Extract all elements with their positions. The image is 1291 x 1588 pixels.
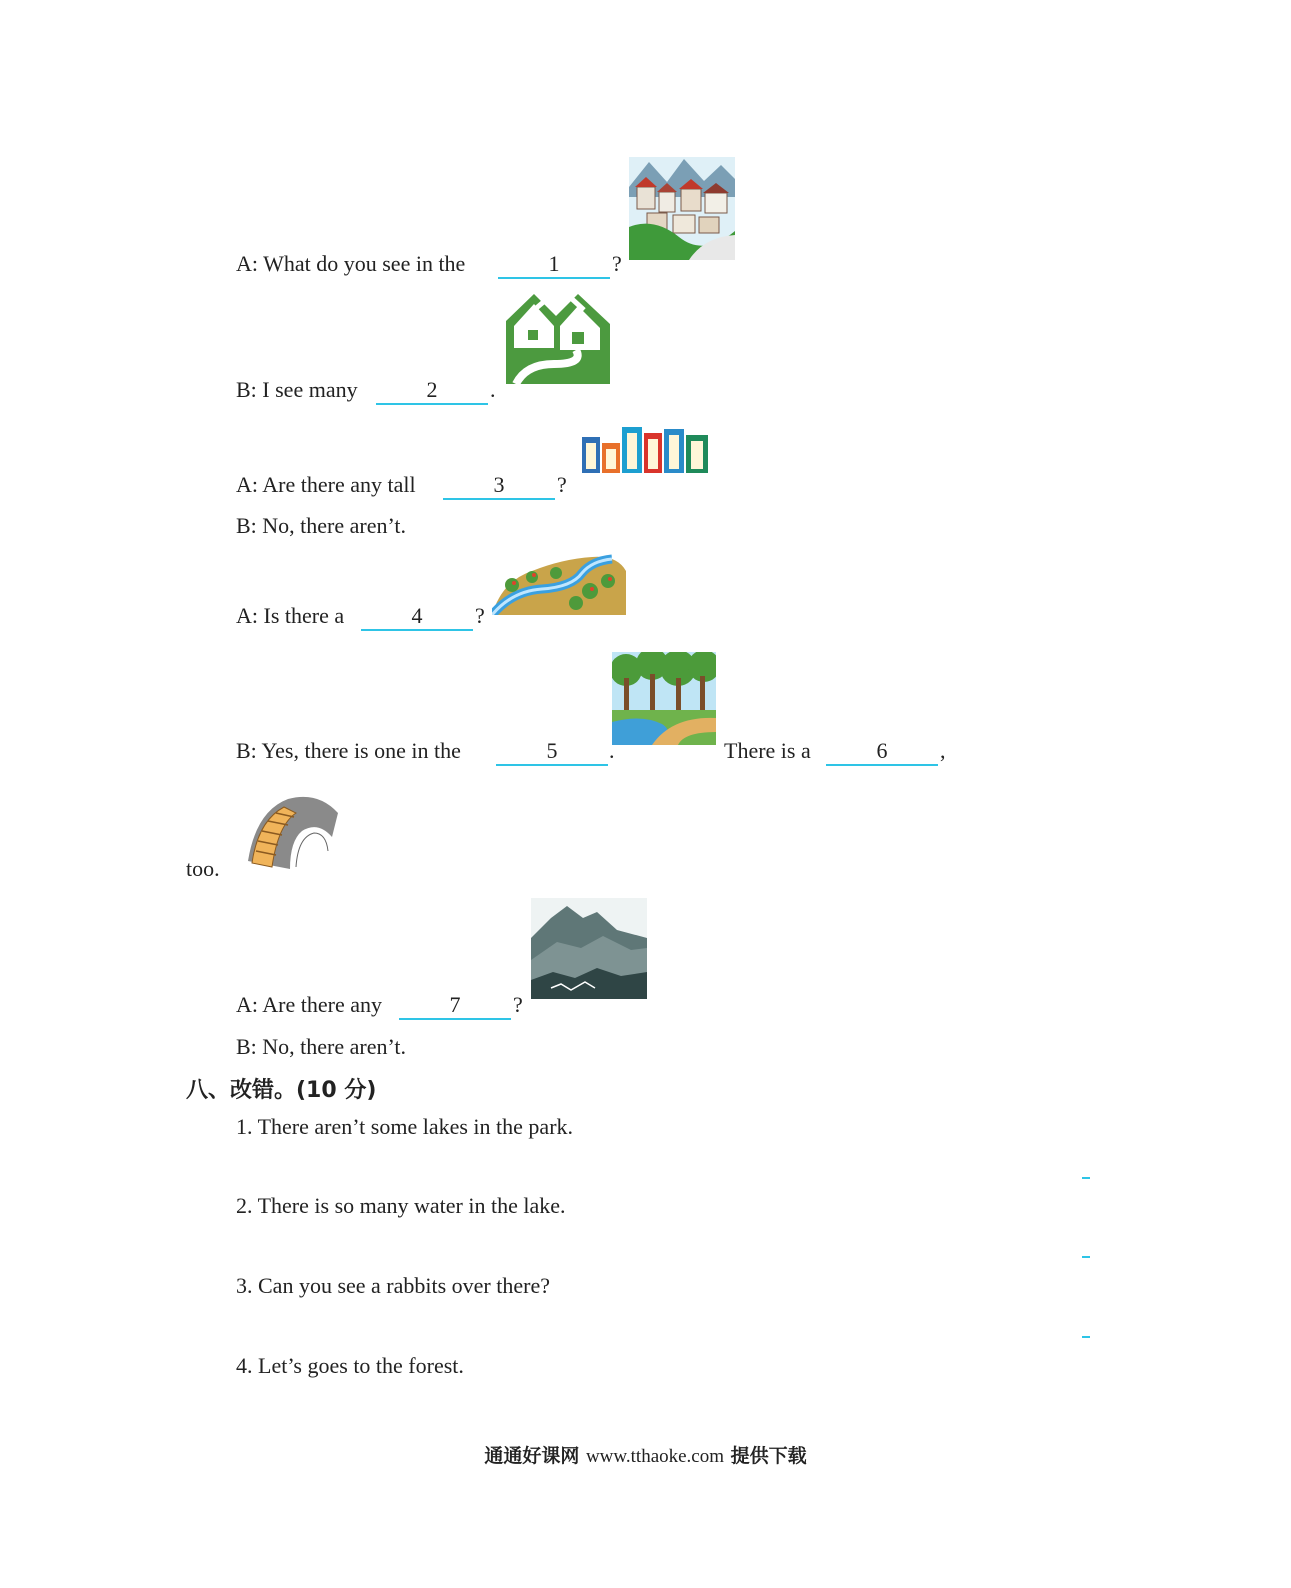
page-footer — [0, 1441, 1291, 1468]
dialogue-text: B: Yes, there is one in the — [236, 738, 461, 763]
question-mark: ? — [612, 251, 622, 276]
mountains-picture — [531, 898, 647, 999]
village-picture — [629, 157, 735, 260]
answer-blank-3[interactable]: 3 — [443, 472, 555, 500]
river-picture — [492, 551, 626, 615]
correction-item-2: 2. There is so many water in the lake. — [236, 1193, 566, 1218]
dialogue-text: A: What do you see in the — [236, 251, 466, 276]
comma-mark: , — [940, 738, 946, 763]
dialogue-line-2 — [236, 377, 358, 403]
footer-url[interactable]: www.tthaoke.com — [585, 1446, 725, 1467]
answer-blank-1[interactable]: 1 — [498, 251, 610, 279]
dialogue-line-5 — [236, 738, 461, 764]
dialogue-line-3-answer: B: No, there aren’t. — [236, 513, 407, 538]
question-mark: ? — [513, 992, 523, 1017]
dialogue-line-7 — [236, 992, 382, 1018]
question-mark: ? — [557, 472, 567, 497]
correction-item-1: 1. There aren’t some lakes in the park. — [236, 1114, 574, 1139]
dialogue-line-7-answer: B: No, there aren’t. — [236, 1034, 407, 1059]
answer-line-3[interactable] — [1082, 1336, 1090, 1338]
dialogue-text: A: Are there any — [236, 992, 382, 1017]
park-picture — [612, 652, 716, 745]
question-mark: ? — [475, 603, 485, 628]
dialogue-text: B: I see many — [236, 377, 358, 402]
houses-picture — [506, 286, 610, 384]
answer-blank-6[interactable]: 6 — [826, 738, 938, 766]
answer-blank-7[interactable]: 7 — [399, 992, 511, 1020]
section-heading: 八、改错。(10 分) — [186, 1078, 377, 1103]
dialogue-line-3 — [236, 472, 416, 498]
answer-line-2[interactable] — [1082, 1256, 1090, 1258]
correction-item-3: 3. Can you see a rabbits over there? — [236, 1273, 550, 1298]
dialogue-line-4 — [236, 603, 344, 629]
footer-download-text: 提供下载 — [730, 1445, 807, 1467]
answer-blank-5[interactable]: 5 — [496, 738, 608, 766]
footer-site-name: 通通好课网 — [484, 1445, 580, 1467]
dialogue-text-middle: There is a — [724, 738, 811, 763]
dialogue-text: A: Is there a — [236, 603, 345, 628]
dialogue-tail: too. — [186, 856, 220, 881]
answer-blank-2[interactable]: 2 — [376, 377, 488, 405]
buildings-picture — [578, 419, 715, 477]
period-mark: . — [609, 738, 615, 763]
answer-blank-4[interactable]: 4 — [361, 603, 473, 631]
dialogue-text: A: Are there any tall — [236, 472, 416, 497]
period-mark: . — [490, 377, 496, 402]
bridge-picture — [238, 791, 344, 872]
dialogue-line-1 — [236, 251, 465, 277]
correction-item-4: 4. Let’s goes to the forest. — [236, 1353, 464, 1378]
answer-line-1[interactable] — [1082, 1177, 1090, 1179]
